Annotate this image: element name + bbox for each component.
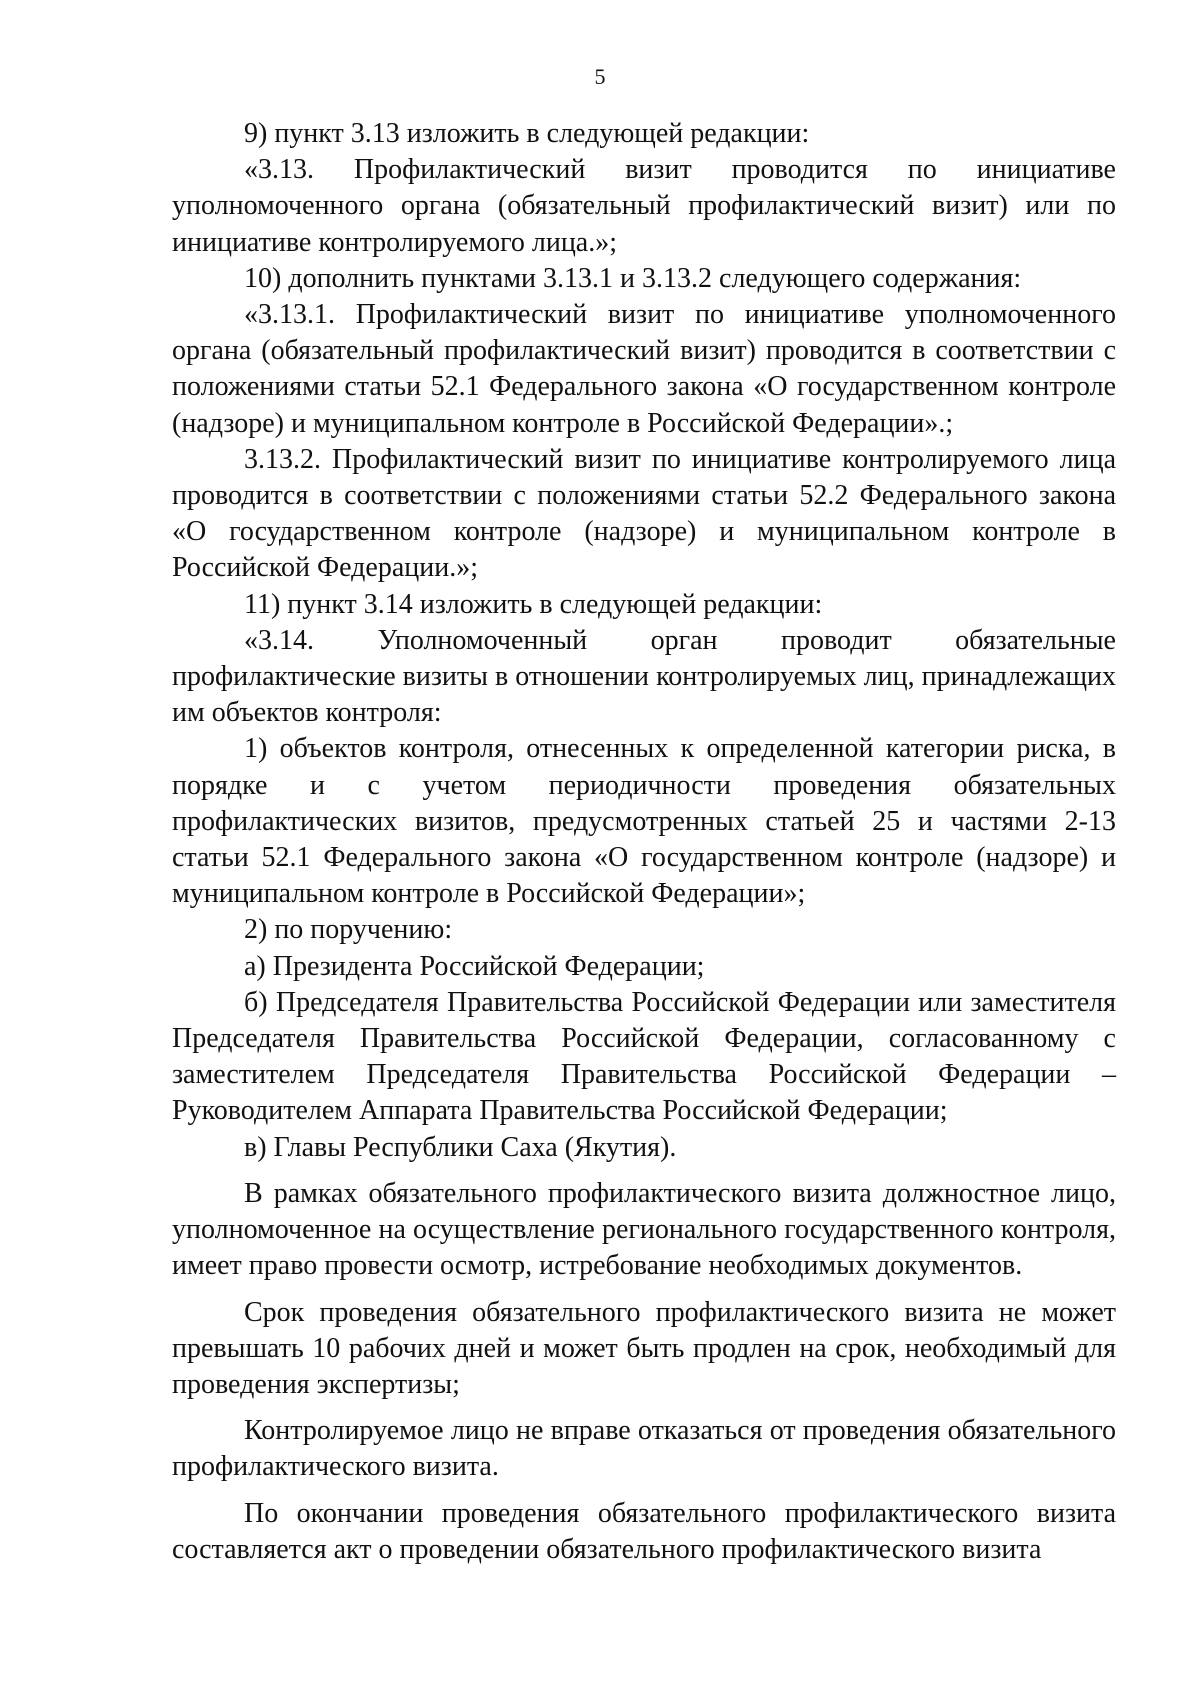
paragraph-item-10: 10) дополнить пунктами 3.13.1 и 3.13.2 следующего содержания: — [244, 262, 1022, 294]
paragraph-subitem-b: б) Председателя Правительства Российской Федерации или заместителя Председателя Правительства Российской Федерации, согласованному с заместителем Председателя Правительства Российской Федерации – Руководителем Аппарата Правительства Российской Федерации; — [172, 986, 1116, 1127]
paragraph-clause-3-13: «3.13. Профилактический визит проводится по инициативе уполномоченного органа (обязательный профилактический визит) или по инициативе контролируемого лица.»; — [172, 154, 1116, 258]
paragraph-item-11: 11) пункт 3.14 изложить в следующей редакции: — [244, 588, 823, 620]
paragraph-item-9: 9) пункт 3.13 изложить в следующей редакции: — [244, 118, 810, 149]
paragraph-clause-3-13-2: 3.13.2. Профилактический визит по инициативе контролируемого лица проводится в соответствии с положениями статьи 52.2 Федерального закона «О государственном контроле (надзоре) и муниципальном контроле в Российской Федерации.»; — [172, 443, 1116, 584]
paragraph-subitem-v: в) Главы Республики Саха (Якутия). — [244, 1131, 677, 1163]
paragraph-subitem-a: а) Президента Российской Федерации; — [244, 950, 705, 982]
paragraph-clause-3-13-1: «3.13.1. Профилактический визит по инициативе уполномоченного органа (обязательный профилактический визит) проводится в соответствии с положениями статьи 52.1 Федерального закона «О государственном контроле (надзоре) и муниципальном контроле в Российской Федерации».; — [172, 299, 1116, 439]
paragraph-clause-3-14: «3.14. Уполномоченный орган проводит обязательные профилактические визиты в отношении контролируемых лиц, принадлежащих им объектов контроля: — [172, 624, 1116, 729]
document-body — [172, 116, 1116, 1568]
paragraph-visit-act: По окончании проведения обязательного профилактического визита составляется акт о проведении обязательного профилактического визита — [172, 1497, 1116, 1565]
page-number: 5 — [594, 64, 606, 89]
paragraph-subitem-1: 1) объектов контроля, отнесенных к определенной категории риска, в порядке и с учетом периодичности проведения обязательных профилактических визитов, предусмотренных статьей 25 и частями 2-13 статьи 52.1 Федерального закона «О государственном контроле (надзоре) и муниципальном контроле в Российской Федерации»; — [172, 733, 1116, 910]
paragraph-no-refusal: Контролируемое лицо не вправе отказаться от проведения обязательного профилактического визита. — [172, 1415, 1116, 1483]
paragraph-subitem-2: 2) по поручению: — [244, 914, 453, 946]
paragraph-visit-term: Срок проведения обязательного профилактического визита не может превышать 10 рабочих дней и может быть продлен на срок, необходимый для проведения экспертизы; — [172, 1296, 1116, 1400]
paragraph-visit-scope: В рамках обязательного профилактического визита должностное лицо, уполномоченное на осуществление регионального государственного контроля, имеет право провести осмотр, истребование необходимых документов. — [172, 1177, 1116, 1282]
